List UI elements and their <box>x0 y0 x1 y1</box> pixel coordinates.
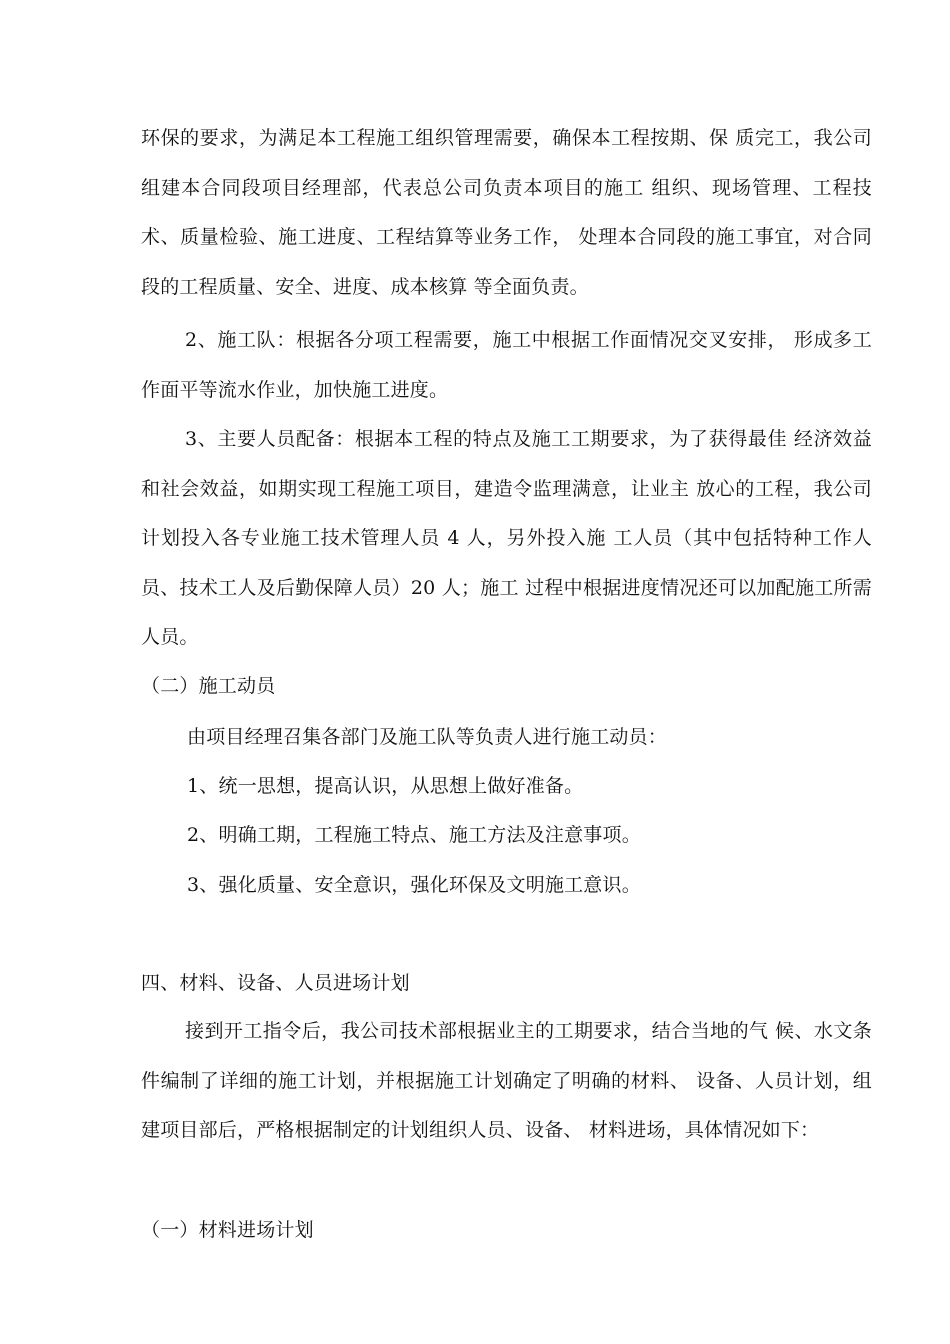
mobilization-item-2: 2、明确工期，工程施工特点、施工方法及注意事项。 <box>187 824 641 846</box>
paragraph-entry-plan: 接到开工指令后，我公司技术部根据业主的工期要求，结合当地的气 候、水文条件编制了详细的施工计划，并根据施工计划确定了明确的材料、 设备、人员计划，组建项目部后，严格根据制定的计划组织人员、设备、 材料进场，具体情况如下： <box>141 1020 872 1141</box>
paragraph-personnel-allocation: 3、主要人员配备：根据本工程的特点及施工工期要求，为了获得最佳 经济效益和社会效益，如期实现工程施工项目，建造令监理满意，让业主 放心的工程，我公司计划投入各专业施工技术管理人员 4 人，另外投入施 工人员（其中包括特种工作人员、技术工人及后勤保障人员）20 人；施工 过程中根据进度情况还可以加配施工所需人员。 <box>141 428 872 648</box>
paragraph-construction-team: 2、施工队：根据各分项工程需要，施工中根据工作面情况交叉安排， 形成多工作面平等流水作业，加快施工进度。 <box>141 329 872 401</box>
paragraph-project-management: 环保的要求，为满足本工程施工组织管理需要，确保本工程按期、保 质完工，我公司组建本合同段项目经理部，代表总公司负责本项目的施工 组织、现场管理、工程技术、质量检验、施工进度、工程结算等业务工作， 处理本合同段的施工事宜，对合同段的工程质量、安全、进度、成本核算 等全面负责。 <box>141 127 872 298</box>
heading-section-four: 四、材料、设备、人员进场计划 <box>141 972 410 994</box>
mobilization-item-3: 3、强化质量、安全意识，强化环保及文明施工意识。 <box>187 874 641 896</box>
heading-construction-mobilization: （二）施工动员 <box>141 675 276 697</box>
mobilization-intro: 由项目经理召集各部门及施工队等负责人进行施工动员： <box>187 726 668 748</box>
mobilization-item-1: 1、统一思想，提高认识，从思想上做好准备。 <box>187 775 584 797</box>
heading-material-entry-plan: （一）材料进场计划 <box>141 1219 314 1241</box>
